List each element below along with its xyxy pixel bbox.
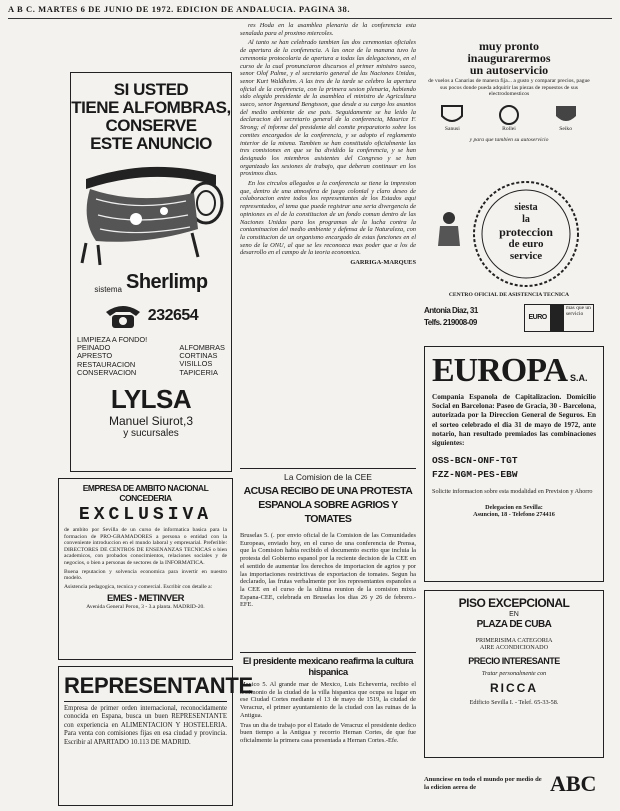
service-item: ALFOMBRAS	[179, 343, 225, 352]
seal-line: la	[522, 214, 530, 225]
headline-line: ESTE ANUNCIO	[90, 134, 212, 153]
piso-price: PRECIO INTERESANTE	[468, 655, 560, 666]
representante-body: Empresa de primer orden internacional, reconocidamente conocida en Espana, busca un buen REPRESENTANTE con experiencia en ALIMENTACION Y HOSTELERIA. Para venta con comisiones fijas en esa ciudad y provincia. Escribir al APARTADO 10.113 DE MADRID.	[64, 705, 227, 746]
euro-contact	[424, 304, 594, 334]
service-item: RESTAURACION	[77, 359, 136, 369]
euro-logo-right: mas que un servicio	[565, 305, 591, 317]
brand-name: Sherlimp	[125, 271, 208, 293]
mexico-body2: Tras un dia de trabajo por el Estado de Veracruz el presidente dedico buen tiempo a la Antigua y recorrio Hernan Cortes, de que fue oficialmente la primera casa presentada a Hernan Cortes.-Efe.	[240, 721, 416, 744]
service-item: APRESTO	[77, 351, 113, 361]
seal-line: siesta	[514, 202, 538, 213]
service-item: VISILLOS	[179, 359, 213, 369]
piso-ac: AIRE ACONDICIONADO	[479, 644, 549, 652]
exclusiva-title: EMPRESA DE AMBITO NACIONAL	[82, 483, 209, 493]
phone-number: 232654	[147, 307, 199, 324]
article-paragraph: En los circulos allegados a la conferencia se tiene la impresion que, dentro de una atmosfera de juego colonial y claro deseo de colaboracion entre todos los representantes de los Estados aqui representados, el tema que puede registrar una seria divergencia de opiniones es el de la constitucion de un fondo comun dentro de las Naciones Unidas para los programas de la lucha contra la contaminacion del medio ambiente y defensa de la Naturaleza, con la constitucion de un organismo encargado de estas funciones en el seno de la ONU, al que se les reconozca mas poder que a los de desarrollo en el campo de la teoria economica.	[240, 180, 416, 257]
shield-logo-icon	[440, 104, 464, 126]
article-byline: GARRIGA-MARQUES	[350, 259, 416, 267]
europa-brand-row	[432, 353, 596, 389]
euro-seal	[472, 180, 580, 288]
euro-logo-box	[524, 304, 594, 332]
headline-line: SI USTED	[113, 80, 189, 99]
piso-category: PRIMERISIMA CATEGORIA	[475, 637, 553, 644]
piso-place: PLAZA DE CUBA	[476, 619, 552, 630]
prize-code: OSS-BCN-ONF-TGT	[432, 455, 518, 467]
piso-address: Edificio Sevilla I. - Telef. 65-33-58.	[469, 699, 559, 707]
abc-footer	[424, 764, 604, 804]
piso-title: PISO EXCEPCIONAL	[458, 596, 570, 610]
services-list	[77, 336, 225, 377]
euro-headline-line: muy pronto	[478, 39, 540, 53]
exclusiva-extra: Buena reputacion y solvencia economica para invertir en nuestro modelo.	[64, 568, 227, 582]
euro-center-label: CENTRO OFICIAL DE ASISTENCIA TECNICA	[448, 292, 570, 298]
euro-headline	[424, 40, 594, 76]
company-name: LYLSA	[110, 384, 192, 415]
sherlimp-headline	[71, 81, 231, 153]
piso-in: EN	[509, 611, 519, 618]
service-item: LIMPIEZA A FONDO!	[77, 335, 148, 344]
euro-logos	[424, 104, 594, 133]
badge-logo-icon	[554, 104, 578, 126]
exclusiva-ad	[58, 478, 233, 660]
mexico-article	[240, 656, 416, 806]
piso-ad	[424, 590, 604, 758]
europa-note: Solicite informacion sobre esta modalidad en Prevision y Ahorro	[432, 488, 593, 496]
service-item: PEINADO	[77, 343, 111, 353]
logo-seiko	[554, 104, 578, 133]
euro-tagline: y para que tambien su autoservicio	[469, 136, 549, 143]
euro-phone: Telfs. 219008-09	[424, 318, 477, 327]
europa-delegation-address: Asuncion, 18 - Telefono 274416	[473, 511, 555, 519]
euro-logo-left: EURO	[528, 314, 547, 321]
phone-row	[71, 302, 231, 330]
europa-brand-suffix: S.A.	[570, 373, 588, 383]
europa-brand: EUROPA	[432, 352, 568, 389]
euro-headline-line: un autoservicio	[469, 63, 549, 77]
rolled-carpet-illustration	[76, 159, 226, 269]
prize-code: FZZ-NGM-PES-EBW	[432, 469, 518, 481]
telephone-icon	[104, 302, 142, 330]
system-label: sistema	[94, 285, 122, 294]
euro-address: Antonia Diaz, 31	[424, 306, 478, 315]
exclusiva-body: de ambito por Sevilla de un curso de informatica basica para la formacion de PRO-GRAMADORES a persona o entidad con la conveniente introduccion en el mundo laboral y empresarial. Preferible: DIRECTORES DE CENTROS DE ENSENANZAS TECNICAS o bien academicos, con probados conocimientos, relaciones sociales y de negocios, o bien a personas de sectores de la INFORMATICA.	[64, 527, 227, 566]
headline-line: CONSERVE	[105, 116, 197, 135]
technician-illustration	[430, 208, 468, 248]
services-right	[179, 344, 225, 377]
seal-line: de euro	[508, 238, 544, 250]
representante-ad	[58, 666, 253, 806]
footer-text: Anunciese en todo el mundo por medio de la edicion aerea de	[424, 776, 542, 791]
euro-logo-block	[550, 305, 564, 331]
seal-text	[472, 202, 580, 262]
header-text: A B C. MARTES 6 DE JUNIO DE 1972. EDICION DE ANDALUCIA. PAGINA 38.	[8, 4, 351, 14]
sherlimp-brand-row	[71, 271, 231, 294]
euro-headline-line: inaugurarermos	[467, 51, 551, 65]
mexico-body: Mexico 5. Al grande mar de Mexico, Luis Echeverria, recibio el testimonio de la ciudad de la villa hispanica que ocupa su lugar en ese Ciudad Cortes mediante el 13 de mayo de 1519, la ciudad de Veracruz, el primer ayuntamiento de la ciudad con las ruinas de la Antigua.	[240, 681, 416, 719]
crest-logo-icon	[497, 104, 521, 126]
exclusiva-address: Avenida General Peron, 3 - 3.a planta. MADRID-20.	[86, 604, 205, 611]
exclusiva-company: EMES - METINVER	[107, 593, 184, 605]
abc-logo: ABC	[550, 771, 597, 796]
exclusiva-big: EXCLUSIVA	[78, 505, 213, 525]
article-paragraph: Al tanto se han celebrado tambien las dos ceremonias oficiales de apertura de la conferencia. A las once de la manana tuvo la ceremonia protocolaria de apertura a todas las delegaciones, en el curso de la cual pronunciaron discursos el primer ministro sueco, senor Olof Palme, y el secretario general de las Naciones Unidas, senor Kurt Waldheim. A las tres de la tarde se celebro la apertura oficial de la conferencia, con la primera sesion plenaria, habiendo sido elegido presidente de la asamblea el ministro de Agricultura sueco, senor Ingemund Bengtsson, que desde a su cargo los asuntos del medio ambiente de ese pais. Seguidamente se ha leido la declaracion del secretario general de la conferencia, Maurice F. Strong; el informe del presidente del comite preparatorio sobre los comites encargados de la conferencia, y se adopto el reglamento interior de la misma. Tambien se han constituido oficialmente las tres comisiones en que se ha dividido la conferencia, y se han designado los miembros asistentes del Congreso y se han organizado las sesiones de trabajo, que deberan continuar en los proximos dias.	[240, 39, 416, 178]
europa-delegation-label: Delegacion en Sevilla:	[485, 503, 543, 511]
headline-line: TIENE ALFOMBRAS,	[71, 98, 231, 117]
seal-line: service	[509, 250, 543, 262]
divider	[240, 468, 416, 469]
company-branches: y sucursales	[123, 428, 179, 440]
europa-codes	[432, 454, 596, 482]
exclusiva-subtitle: CONCEDERIA	[119, 493, 172, 503]
logo-rollei	[497, 104, 521, 133]
representante-title: REPRESENTANTE	[64, 671, 227, 702]
divider	[240, 652, 416, 653]
cee-body: Bruselas 5. (. por envio oficial de la Comision de las Comunidades Europeas, enviado hoy, en el curso de una conferencia de Prensa, que la Comision habia recibido el documento escrito que incluia la protesta del Gobierno espanol por la reciente decision de la CEE en el sentido de aumentar los derechos de importacion de agrios y por las importaciones restrictivas de exportacion de tomates. Segun ha declarado, las frutas verbalmente por los representantes espanoles a la CEE en el curso de la ultima reunion de la comision mixta Espana-CEE, celebrada en Bruselas los dias 26 y 26 de febrero.-EFE.	[240, 532, 416, 609]
logo-label: Sanusi	[444, 126, 460, 132]
cee-headline: ACUSA RECIBO DE UNA PROTESTA ESPANOLA SOBRE AGRIOS Y TOMATES	[243, 485, 413, 525]
piso-agent: RICCA	[490, 681, 538, 696]
services-left	[77, 336, 147, 377]
article-paragraph: res Hoda en la asamblea plenaria de la conferencia esta senalada para el proximo miercoles.	[240, 22, 416, 37]
page-header	[8, 4, 612, 19]
sherlimp-ad	[70, 72, 232, 472]
service-item: CORTINAS	[179, 351, 218, 361]
seal-line: proteccion	[499, 225, 553, 239]
service-item: CONSERVACION	[77, 367, 137, 377]
cee-kicker: La Comision de la CEE	[284, 472, 372, 482]
logo-label: Rollei	[502, 126, 516, 132]
europa-ad	[424, 346, 604, 582]
cee-article	[240, 472, 416, 609]
europa-body: Compania Espanola de Capitalizacion. Domicilio Social en Barcelona: Paseo de Gracia, 30 - Barcelona, autorizada por la Direccion General de Seguros. En el sorteo celebrado el dia 31 de mayo de 1972, ante notario, han resultado premiados las combinaciones siguientes:	[432, 393, 596, 448]
euro-subtext: de vuelos a Canarias de manera fija... a gusto y comparar precios, pague sus pocos donde pueda adquirir las piezas de repuestos de sus electrodomesticos	[428, 78, 590, 98]
service-item: TAPICERIA	[179, 367, 218, 377]
mexico-headline: El presidente mexicano reafirma la cultura hispanica	[242, 656, 414, 678]
company-address: Manuel Siurot,3	[108, 414, 194, 429]
logo-label: Seiko	[559, 126, 573, 132]
piso-contact-label: Tratar personalmente con	[481, 669, 547, 677]
article-text	[240, 22, 416, 267]
technician-icon	[430, 208, 468, 248]
logo-sanusi	[440, 104, 464, 133]
exclusiva-extra2: Asistencia pedagogica, tecnica y comercial. Escribir con detalle a:	[64, 583, 213, 590]
article-column	[240, 22, 416, 462]
